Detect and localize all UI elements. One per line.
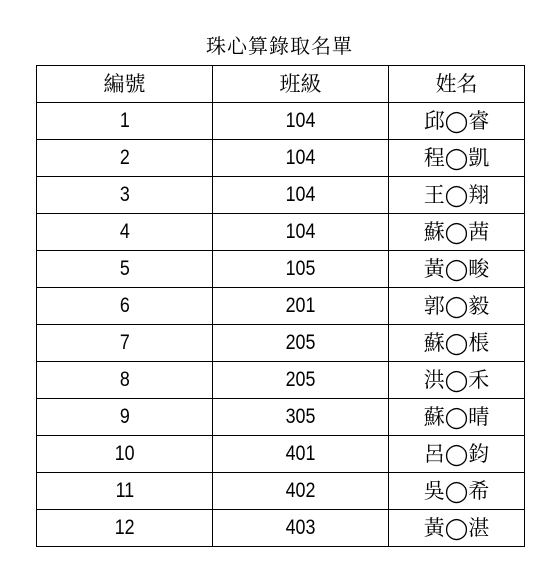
row-class: 104 — [285, 220, 316, 243]
admission-list-table — [36, 65, 525, 547]
row-class: 205 — [285, 368, 316, 391]
header-name: 姓名 — [389, 66, 525, 103]
row-class: 201 — [285, 294, 316, 317]
row-class-cell — [213, 251, 389, 288]
row-number-cell — [37, 473, 213, 510]
table-row — [37, 399, 525, 436]
row-class: 402 — [285, 479, 316, 502]
table-row — [37, 103, 525, 140]
row-number-cell — [37, 103, 213, 140]
row-number: 3 — [119, 183, 130, 206]
table-row — [37, 251, 525, 288]
row-name: 王◯翔 — [389, 177, 525, 214]
table-body — [37, 103, 525, 547]
row-number-cell — [37, 214, 213, 251]
row-class-cell — [213, 436, 389, 473]
row-class: 305 — [285, 405, 316, 428]
table-row — [37, 510, 525, 547]
table-row — [37, 288, 525, 325]
row-class: 105 — [285, 257, 316, 280]
row-number-cell — [37, 325, 213, 362]
row-name: 蘇◯棖 — [389, 325, 525, 362]
row-name: 洪◯禾 — [389, 362, 525, 399]
row-class-cell — [213, 473, 389, 510]
row-number-cell — [37, 288, 213, 325]
row-class-cell — [213, 177, 389, 214]
document-title: 珠心算錄取名單 — [206, 34, 353, 58]
row-number-cell — [37, 362, 213, 399]
row-number: 9 — [119, 405, 130, 428]
row-number-cell — [37, 510, 213, 547]
row-name: 黃◯湛 — [389, 510, 525, 547]
row-name: 呂◯鈞 — [389, 436, 525, 473]
row-number: 2 — [119, 146, 130, 169]
row-class: 104 — [285, 109, 316, 132]
row-name: 黃◯畯 — [389, 251, 525, 288]
row-number-cell — [37, 436, 213, 473]
row-number: 5 — [119, 257, 130, 280]
row-class-cell — [213, 140, 389, 177]
row-number: 12 — [114, 516, 135, 539]
row-class-cell — [213, 399, 389, 436]
row-class-cell — [213, 103, 389, 140]
table-row — [37, 362, 525, 399]
row-name: 吳◯希 — [389, 473, 525, 510]
header-number: 編號 — [37, 66, 213, 103]
row-number: 1 — [119, 109, 130, 132]
row-class: 104 — [285, 146, 316, 169]
row-class: 104 — [285, 183, 316, 206]
row-number-cell — [37, 251, 213, 288]
row-number: 11 — [115, 479, 134, 502]
row-number: 4 — [119, 220, 130, 243]
row-number-cell — [37, 140, 213, 177]
row-class-cell — [213, 510, 389, 547]
row-number: 6 — [119, 294, 130, 317]
row-class: 403 — [285, 516, 316, 539]
row-class-cell — [213, 362, 389, 399]
row-name: 邱◯睿 — [389, 103, 525, 140]
row-class-cell — [213, 288, 389, 325]
row-number: 8 — [119, 368, 130, 391]
table-row — [37, 140, 525, 177]
row-name: 蘇◯茜 — [389, 214, 525, 251]
row-name: 郭◯毅 — [389, 288, 525, 325]
row-number-cell — [37, 177, 213, 214]
table-row — [37, 177, 525, 214]
row-name: 程◯凱 — [389, 140, 525, 177]
row-class: 205 — [285, 331, 316, 354]
row-number: 7 — [119, 331, 130, 354]
row-class-cell — [213, 214, 389, 251]
row-number-cell — [37, 399, 213, 436]
table-row — [37, 436, 525, 473]
row-class: 401 — [285, 442, 316, 465]
header-class: 班級 — [213, 66, 389, 103]
row-number: 10 — [114, 442, 135, 465]
table-row — [37, 214, 525, 251]
table-row — [37, 473, 525, 510]
table-header-row — [37, 66, 525, 103]
row-name: 蘇◯晴 — [389, 399, 525, 436]
row-class-cell — [213, 325, 389, 362]
table-row — [37, 325, 525, 362]
